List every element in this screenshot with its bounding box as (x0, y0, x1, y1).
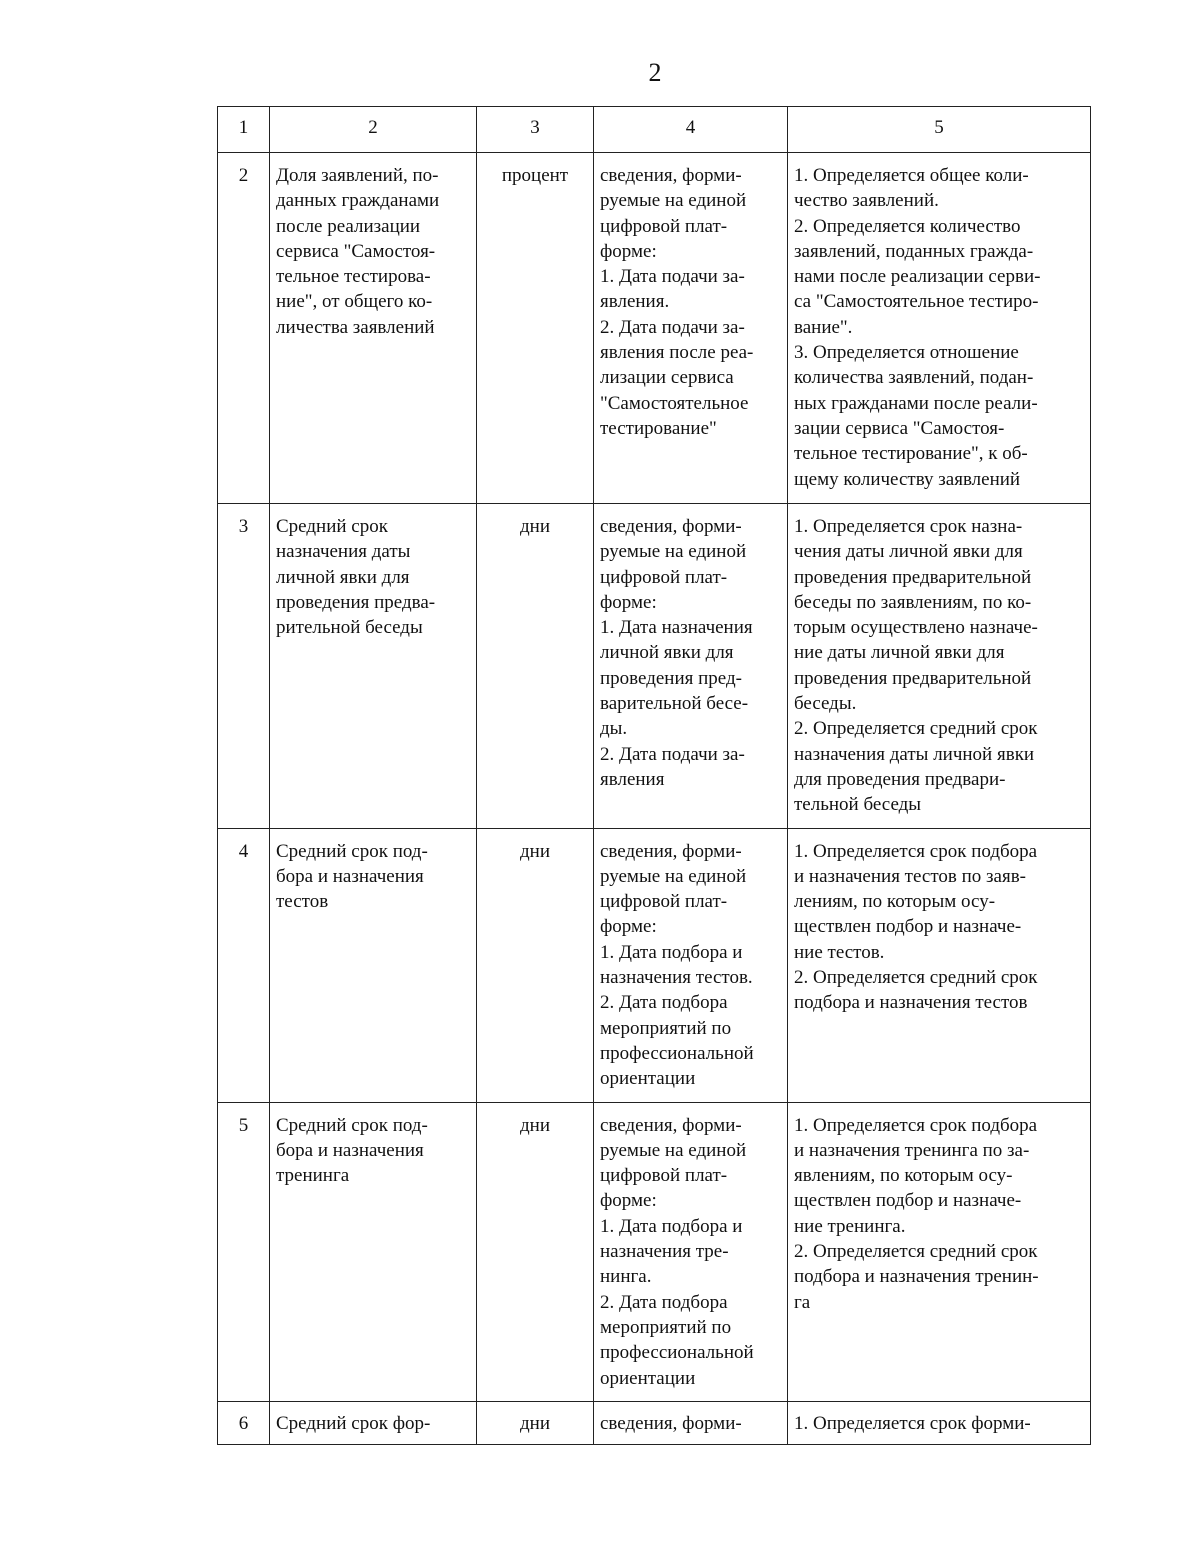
indicator-name: Средний срок под- бора и назначения тестов (270, 828, 477, 1102)
row-number: 2 (218, 153, 270, 504)
column-number-1: 1 (218, 107, 270, 153)
column-number-2: 2 (270, 107, 477, 153)
column-number-5: 5 (788, 107, 1091, 153)
unit-of-measure: дни (477, 828, 594, 1102)
indicators-table (217, 106, 1091, 1445)
row-number: 6 (218, 1401, 270, 1444)
table-row (218, 153, 1091, 504)
data-source: сведения, форми- руемые на единой цифровой плат- форме: 1. Дата назначения личной явки для проведения пред- варительной бесе- ды. 2. Дата подачи за- явления (594, 504, 788, 829)
calculation-method: 1. Определяется срок подбора и назначения тестов по заяв- лениям, по которым осу- ществлен подбор и назначе- ние тестов. 2. Определяется средний срок подбора и назначения тестов (788, 828, 1091, 1102)
table-header-row (218, 107, 1091, 153)
page-number: 2 (648, 58, 662, 87)
table-row (218, 828, 1091, 1102)
column-number-3: 3 (477, 107, 594, 153)
table-row (218, 504, 1091, 829)
unit-of-measure: процент (477, 153, 594, 504)
unit-of-measure: дни (477, 1401, 594, 1444)
data-source: сведения, форми- (594, 1401, 788, 1444)
indicator-name: Доля заявлений, по- данных гражданами после реализации сервиса "Самостоя- тельное тестирова- ние", от общего ко- личества заявлений (270, 153, 477, 504)
row-number: 3 (218, 504, 270, 829)
unit-of-measure: дни (477, 1102, 594, 1401)
unit-of-measure: дни (477, 504, 594, 829)
table-row (218, 1401, 1091, 1444)
indicator-name: Средний срок назначения даты личной явки для проведения предва- рительной беседы (270, 504, 477, 829)
calculation-method: 1. Определяется срок форми- (788, 1401, 1091, 1444)
indicator-name: Средний срок под- бора и назначения тренинга (270, 1102, 477, 1401)
data-source: сведения, форми- руемые на единой цифровой плат- форме: 1. Дата подбора и назначения тестов. 2. Дата подбора мероприятий по профессиональной ориентации (594, 828, 788, 1102)
indicator-name: Средний срок фор- (270, 1401, 477, 1444)
table-row (218, 1102, 1091, 1401)
calculation-method: 1. Определяется срок подбора и назначения тренинга по за- явлениям, по которым осу- ществлен подбор и назначе- ние тренинга. 2. Определяется средний срок подбора и назначения тренин- га (788, 1102, 1091, 1401)
data-source: сведения, форми- руемые на единой цифровой плат- форме: 1. Дата подбора и назначения тре- нинга. 2. Дата подбора мероприятий по профессиональной ориентации (594, 1102, 788, 1401)
calculation-method: 1. Определяется общее коли- чество заявлений. 2. Определяется количество заявлений, поданных гражда- нами после реализации серви- са "Самостоятельное тестиро- вание". 3. Определяется отношение количества заявлений, подан- ных гражданами после реали- зации сервиса "Самостоя- тельное тестирование", к об- щему количеству заявлений (788, 153, 1091, 504)
column-number-4: 4 (594, 107, 788, 153)
row-number: 4 (218, 828, 270, 1102)
calculation-method: 1. Определяется срок назна- чения даты личной явки для проведения предварительной беседы по заявлениям, по ко- торым осуществлено назначе- ние даты личной явки для проведения предварительной беседы. 2. Определяется средний срок назначения даты личной явки для проведения предвари- тельной беседы (788, 504, 1091, 829)
data-source: сведения, форми- руемые на единой цифровой плат- форме: 1. Дата подачи за- явления. 2. Дата подачи за- явления после реа- лизации сервиса "Самостоятельное тестирование" (594, 153, 788, 504)
row-number: 5 (218, 1102, 270, 1401)
